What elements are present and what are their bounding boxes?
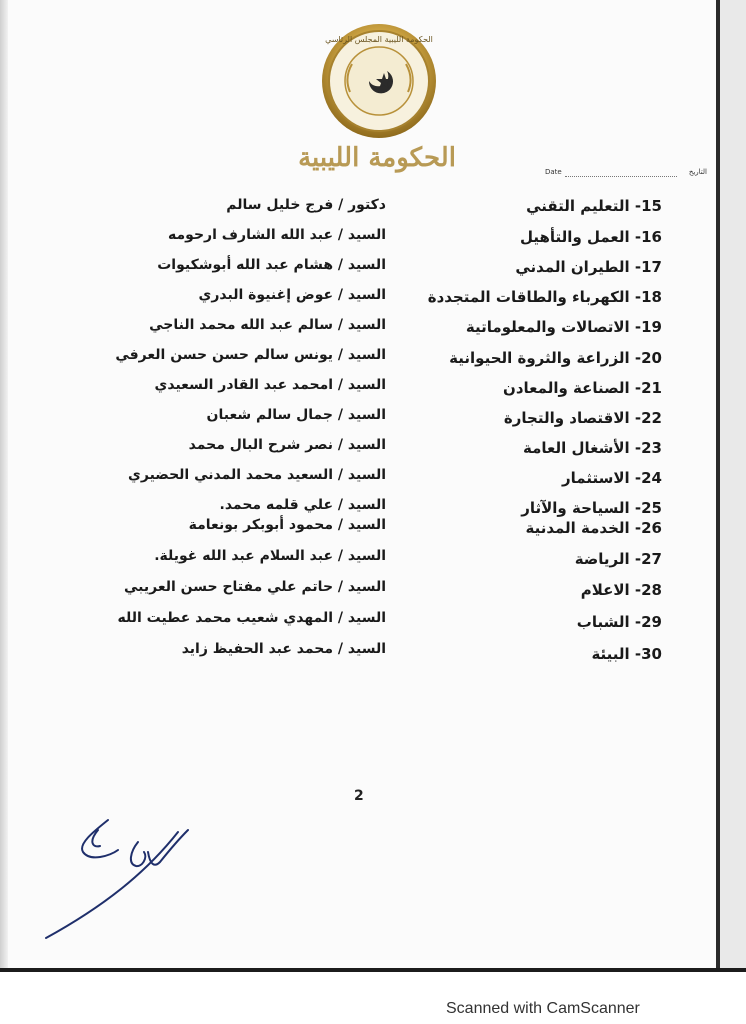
ministry-name: 30- البيئة [591, 645, 662, 663]
ministry-name: 24- الاستثمار [562, 469, 662, 487]
minister-name: السيد / المهدي شعيب محمد عطيت الله [117, 610, 386, 626]
minister-name: السيد / يونس سالم حسن حسن العرفي [115, 347, 386, 363]
minister-name: السيد / علي قلمه محمد. [219, 497, 386, 513]
page-number: 2 [354, 788, 364, 804]
minister-name: السيد / حاتم علي مفتاح حسن العريبي [123, 579, 386, 595]
minister-name: السيد / محمود أبوبكر بونعامة [188, 517, 386, 533]
ministry-name: 27- الرياضة [574, 550, 662, 568]
minister-name: السيد / عبد السلام عبد الله غويلة. [154, 548, 386, 564]
ministry-name: 15- التعليم التقني [526, 197, 662, 215]
seal-text: الحكومة الليبية المجلس الرئاسي [325, 35, 433, 44]
minister-name: دكتور / فرج خليل سالم [226, 197, 386, 213]
ministry-name: 16- العمل والتأهيل [520, 228, 662, 246]
date-label-en: Date [545, 168, 562, 176]
date-line [545, 168, 707, 180]
ministry-name: 23- الأشغال العامة [523, 439, 662, 457]
scanner-watermark-text: Scanned with CamScanner [446, 1000, 640, 1017]
scan-left-shadow [0, 0, 8, 968]
minister-name: السيد / جمال سالم شعبان [206, 407, 386, 423]
ministry-name: 19- الاتصالات والمعلوماتية [465, 318, 662, 336]
ministry-name: 18- الكهرباء والطاقات المتجددة [427, 288, 662, 306]
minister-name: السيد / عبد الله الشارف ارحومه [168, 227, 386, 243]
minister-name: السيد / سالم عبد الله محمد الناجي [149, 317, 386, 333]
minister-name: السيد / امحمد عبد القادر السعيدي [154, 377, 386, 393]
government-seal-logo [320, 22, 438, 140]
handwritten-signature [38, 812, 198, 942]
minister-name: السيد / محمد عبد الحفيظ زايد [181, 641, 386, 657]
ministry-name: 20- الزراعة والثروة الحيوانية [449, 349, 662, 367]
ministry-name: 22- الاقتصاد والتجارة [503, 409, 662, 427]
ministry-name: 28- الاعلام [580, 581, 662, 599]
ministry-name: 25- السياحة والآثار [521, 499, 662, 517]
minister-name: السيد / نصر شرح البال محمد [188, 437, 386, 453]
date-label-ar: التاريخ [688, 168, 707, 176]
scanner-footer [0, 972, 746, 1024]
minister-name: السيد / السعيد محمد المدني الحضيري [128, 467, 386, 483]
ministry-name: 17- الطيران المدني [515, 258, 662, 276]
ministry-name: 21- الصناعة والمعادن [503, 379, 662, 397]
government-name-logo [290, 136, 465, 174]
minister-name: السيد / هشام عبد الله أبوشكيوات [157, 257, 386, 273]
scan-right-edge [716, 0, 720, 968]
minister-name: السيد / عوض إغنيوة البدري [198, 287, 386, 303]
ministry-name: 29- الشباب [576, 613, 662, 631]
date-dotted-line [565, 176, 677, 177]
ministry-name: 26- الخدمة المدنية [525, 519, 662, 537]
logo-text: الحكومة الليبية [298, 143, 456, 173]
